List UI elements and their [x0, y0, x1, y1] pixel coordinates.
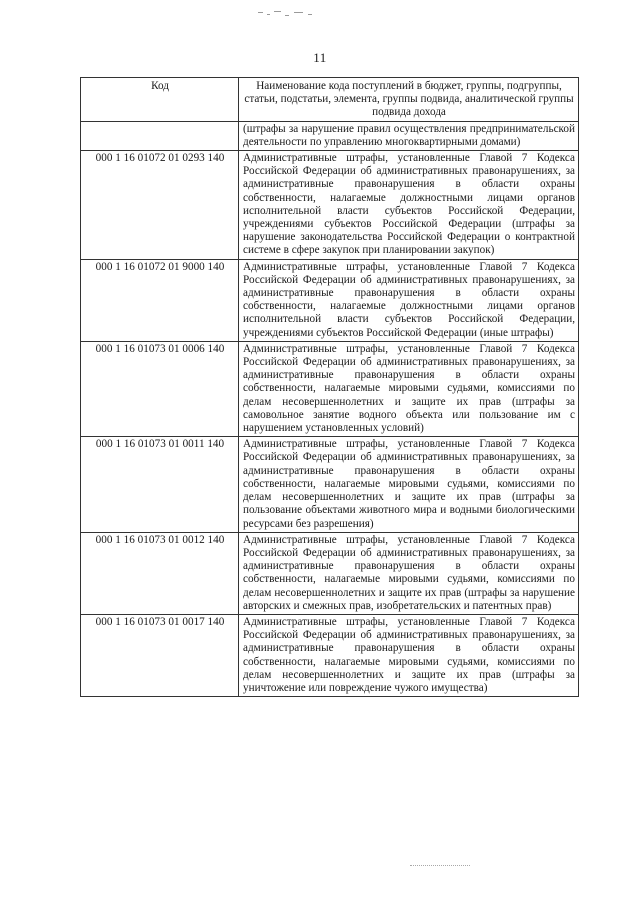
code-cell: 000 1 16 01072 01 9000 140 — [81, 259, 239, 341]
name-cell: Административные штрафы, установленные Главой 7 Кодекса Российской Федерации об административных правонарушениях, за административные правонарушения в области охраны собственности, налагаемые мировыми судьями, комиссиями по делам несовершеннолетних и защите их прав (штрафы за самовольное занятие водного объекта или пользование им с нарушением установленных условий) — [239, 341, 579, 436]
code-cell: 000 1 16 01073 01 0011 140 — [81, 437, 239, 532]
code-cell-empty — [81, 121, 239, 150]
column-header-name: Наименование кода поступлений в бюджет, группы, подгруппы, статьи, подстатьи, элемента, группы подвида, аналитической группы подвида дохода — [239, 78, 579, 122]
scan-artifact-bottom — [410, 865, 470, 868]
scan-artifact — [258, 10, 318, 18]
name-cell-continuation: (штрафы за нарушение правил осуществления предпринимательской деятельности по управлению многоквартирными домами) — [239, 121, 579, 150]
table-row — [81, 532, 579, 614]
name-cell: Административные штрафы, установленные Главой 7 Кодекса Российской Федерации об административных правонарушениях, за административные правонарушения в области охраны собственности, налагаемые мировыми судьями, комиссиями по делам несовершеннолетних и защите их прав (штрафы за нарушение авторских и смежных прав, изобретательских и патентных прав) — [239, 532, 579, 614]
table-row — [81, 341, 579, 436]
name-cell: Административные штрафы, установленные Главой 7 Кодекса Российской Федерации об административных правонарушениях, за административные правонарушения в области охраны собственности, налагаемые должностными лицами органов исполнительной власти субъектов Российской Федерации, учреждениями субъектов Российской Федерации (штрафы за нарушение законодательства Российской Федерации о контрактной системе в сфере закупок при планировании закупок) — [239, 151, 579, 260]
name-cell: Административные штрафы, установленные Главой 7 Кодекса Российской Федерации об административных правонарушениях, за административные правонарушения в области охраны собственности, налагаемые мировыми судьями, комиссиями по делам несовершеннолетних и защите их прав (штрафы за пользование объектами животного мира и водными биологическими ресурсами без разрешения) — [239, 437, 579, 532]
table-header-row — [81, 78, 579, 122]
code-cell: 000 1 16 01072 01 0293 140 — [81, 151, 239, 260]
code-cell: 000 1 16 01073 01 0017 140 — [81, 614, 239, 696]
code-cell: 000 1 16 01073 01 0006 140 — [81, 341, 239, 436]
page-number: 11 — [313, 50, 327, 65]
table-row-continuation — [81, 121, 579, 150]
name-cell: Административные штрафы, установленные Главой 7 Кодекса Российской Федерации об административных правонарушениях, за административные правонарушения в области охраны собственности, налагаемые должностными лицами органов исполнительной власти субъектов Российской Федерации, учреждениями субъектов Российской Федерации (иные штрафы) — [239, 259, 579, 341]
table-row — [81, 437, 579, 532]
table-row — [81, 614, 579, 696]
column-header-code: Код — [81, 78, 239, 122]
code-cell: 000 1 16 01073 01 0012 140 — [81, 532, 239, 614]
name-cell: Административные штрафы, установленные Главой 7 Кодекса Российской Федерации об административных правонарушениях, за административные правонарушения в области охраны собственности, налагаемые мировыми судьями, комиссиями по делам несовершеннолетних и защите их прав (штрафы за уничтожение или повреждение чужого имущества) — [239, 614, 579, 696]
table-row — [81, 151, 579, 260]
revenue-codes-table — [80, 77, 579, 697]
table-row — [81, 259, 579, 341]
